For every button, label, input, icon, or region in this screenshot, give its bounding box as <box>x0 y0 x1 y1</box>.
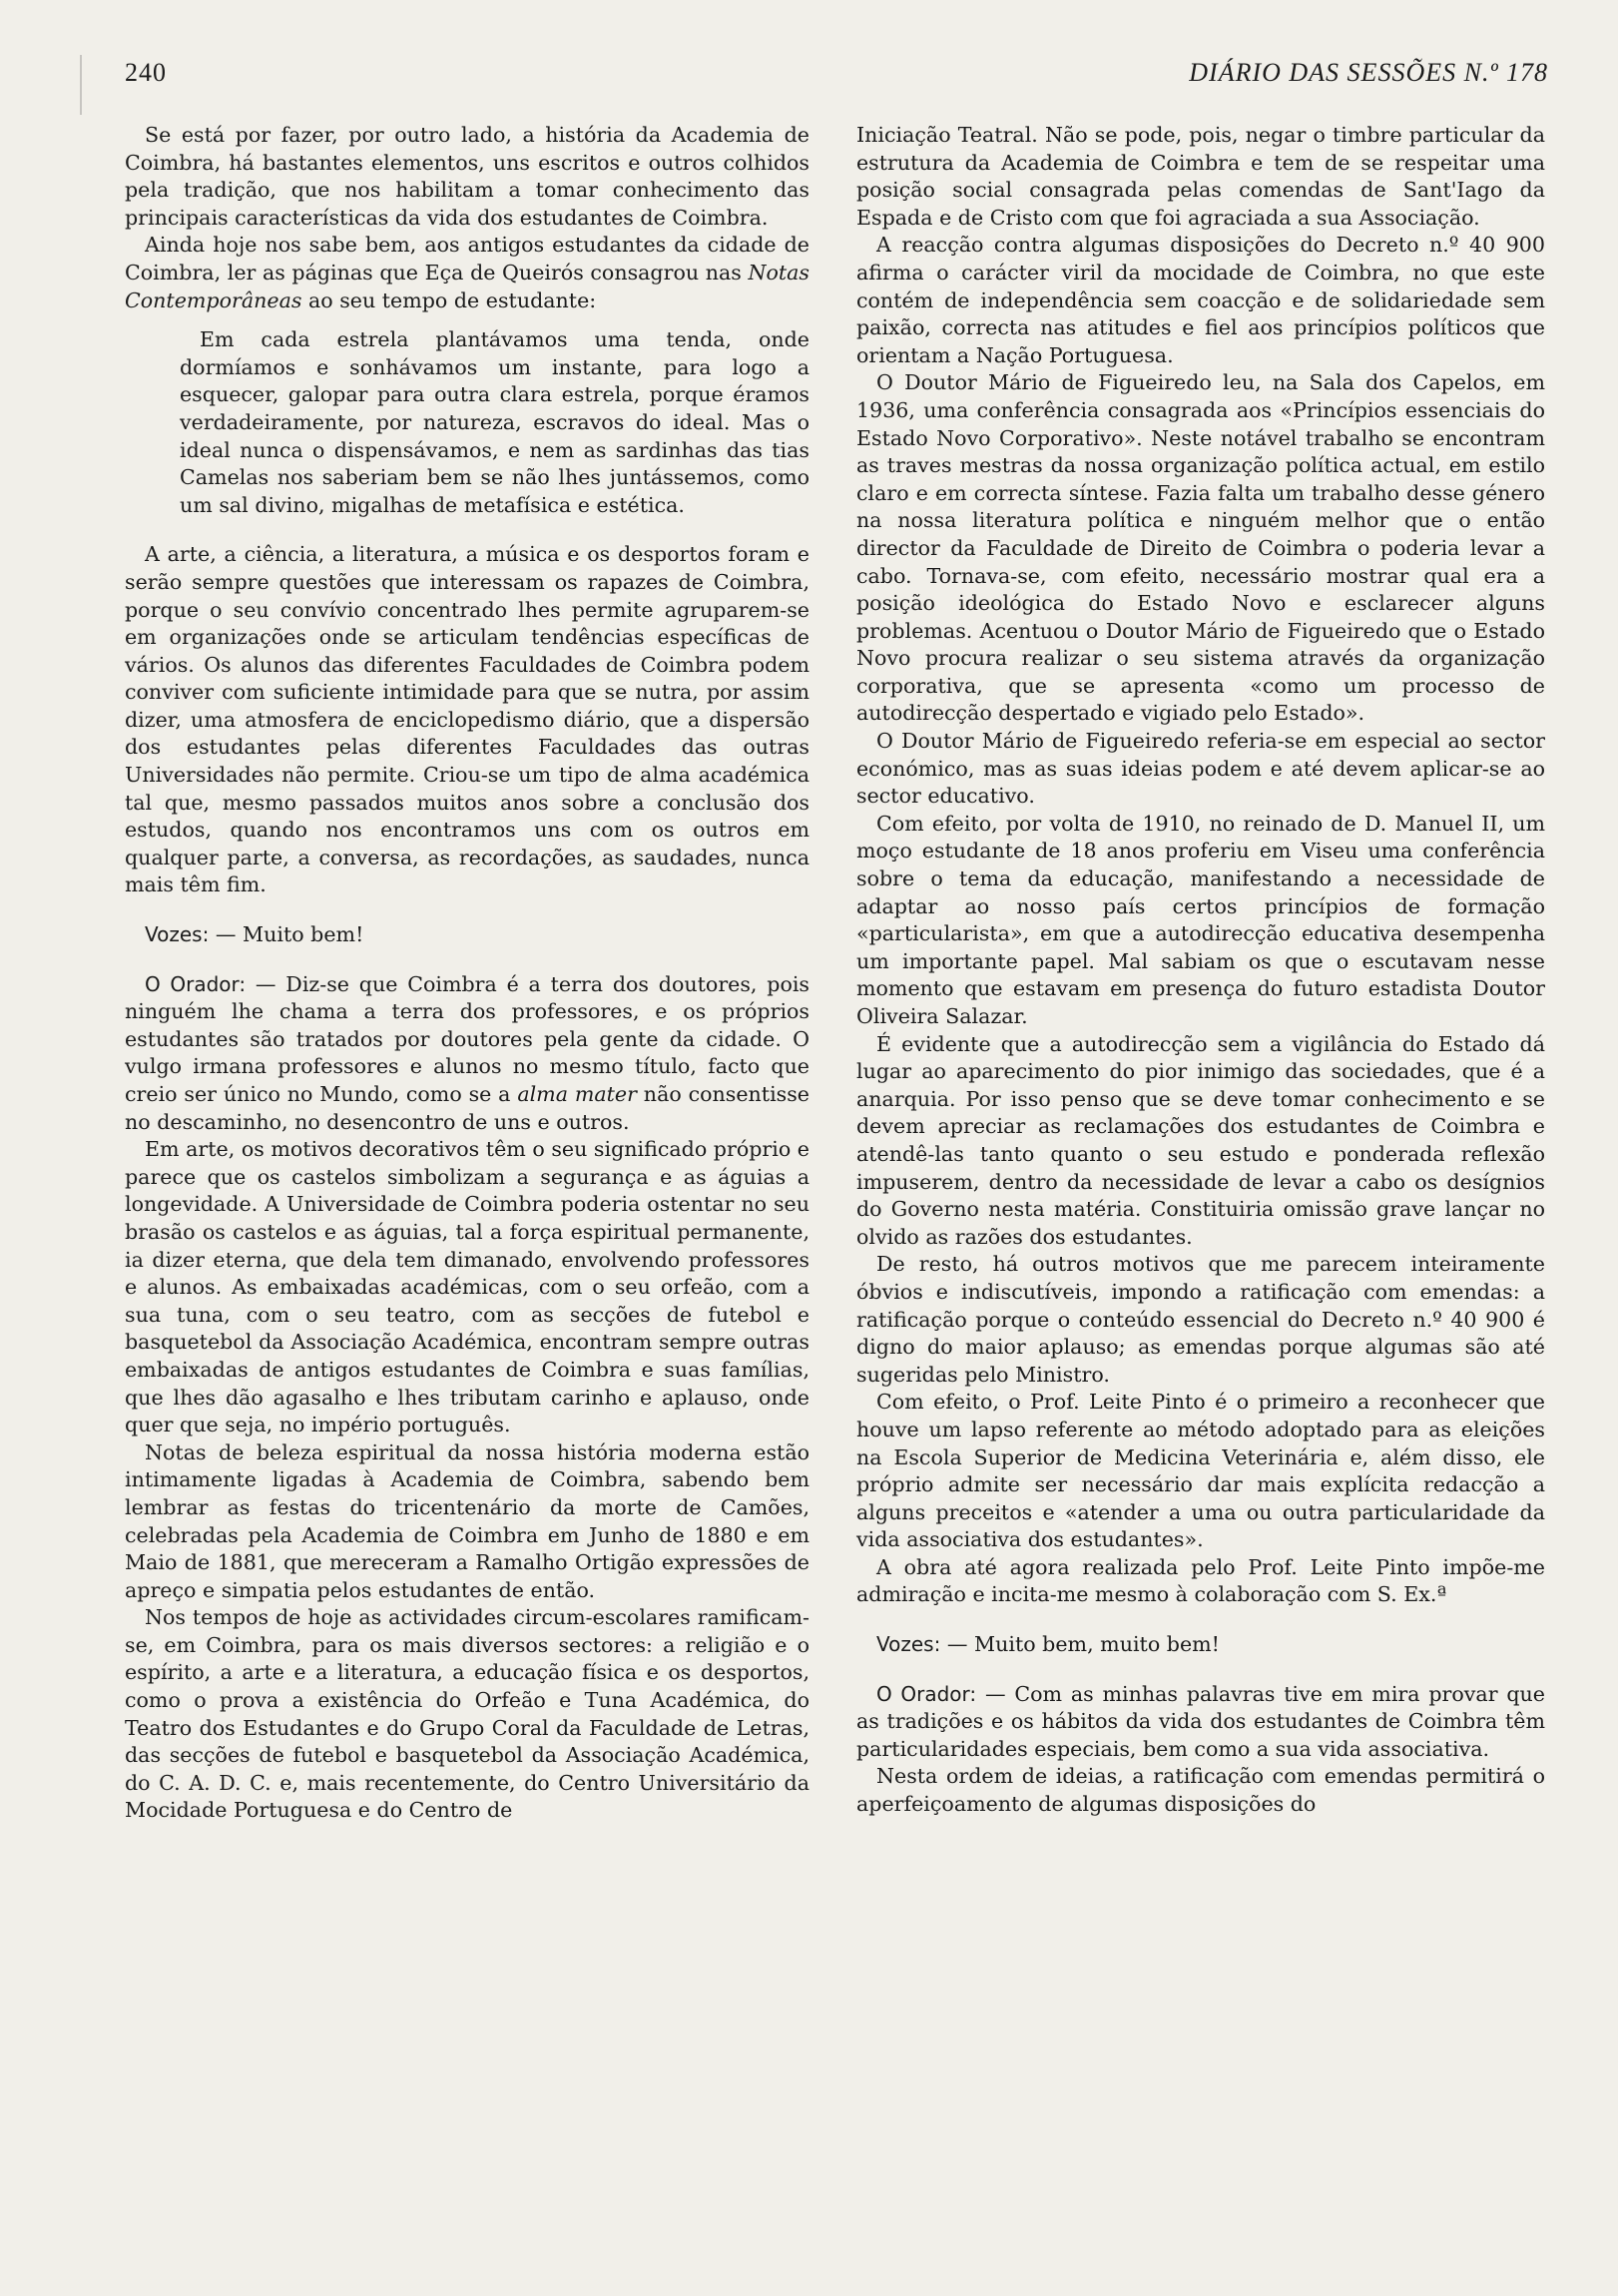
page-number: 240 <box>125 58 167 87</box>
speaker-label: O Orador: <box>876 1681 977 1706</box>
paragraph: O Doutor Mário de Figueiredo leu, na Sala dos Capelos, em 1936, uma conferência consagrada aos «Princípios essenciais do Estado Novo Corporativo». Neste notável trabalho se encontram as traves mestras da nossa organização política actual, em estilo claro e em correcta síntese. Fazia falta um trabalho desse género na nossa literatura política e ninguém melhor que o então director da Faculdade de Direito de Coimbra o poderia levar a cabo. Tornava-se, com efeito, necessário mostrar qual era a posição ideológica do Estado Novo e esclarecer alguns problemas. Acentuou o Doutor Mário de Figueiredo que o Estado Novo procura realizar o seu sistema através da organização corporativa, que se apresenta «como um processo de autodirecção despertado e vigiado pelo Estado». <box>856 370 1545 726</box>
latin-term: alma mater <box>517 1082 637 1106</box>
interjection: Vozes: — Muito bem, muito bem! <box>876 1632 1220 1657</box>
paragraph: A reacção contra algumas disposições do Decreto n.º 40 900 afirma o carácter viril da mocidade de Coimbra, no que este contém de independência sem coacção e de solidariedade sem paixão, correcta nas atitudes e fiel aos princípios políticos que orientam a Nação Portuguesa. <box>856 233 1545 367</box>
interjection: Vozes: — Muito bem! <box>145 922 364 947</box>
paragraph: O Doutor Mário de Figueiredo referia-se em especial ao sector económico, mas as suas ideias podem e até devem aplicar-se ao sector educativo. <box>856 729 1545 809</box>
paragraph: Com efeito, por volta de 1910, no reinado de D. Manuel II, um moço estudante de 18 anos proferiu em Viseu uma conferência sobre o tema da educação, manifestando a necessidade de adaptar ao nosso país certos princípios de formação «particularista», em que a autodirecção educativa desempenha um importante papel. Mal sabiam os que o escutavam nesse momento que estavam em presença do futuro estadista Doutor Oliveira Salazar. <box>856 811 1545 1028</box>
paragraph: Se está por fazer, por outro lado, a história da Academia de Coimbra, há bastantes elementos, uns escritos e outros colhidos pela tradição, que nos habilitam a tomar conhecimento das principais características da vida dos estudantes de Coimbra. <box>125 123 809 230</box>
speech-paragraph: O Orador: — Com as minhas palavras tive em mira provar que as tradições e os hábitos da vida dos estudantes de Coimbra têm particularidades especiais, bem como a sua vida associativa. <box>856 1681 1545 1761</box>
paragraph: É evidente que a autodirecção sem a vigilância do Estado dá lugar ao aparecimento do pior inimigo das sociedades, que é a anarquia. Por isso penso que se deve tomar conhecimento e se devem apreciar as reclamações dos estudantes de Coimbra e atendê-las tanto quanto o seu estudo e ponderada reflexão impuserem, dentro da necessidade de levar a cabo os desígnios do Governo nesta matéria. Constituiria omissão grave lançar no olvido as razões dos estudantes. <box>856 1031 1545 1249</box>
journal-title: DIÁRIO DAS SESSÕES N.º 178 <box>1189 58 1548 87</box>
speech-paragraph: O Orador: — Diz-se que Coimbra é a terra dos doutores, pois ninguém lhe chama a terra dos professores, e os próprios estudantes são tratados por doutores pela gente da cidade. O vulgo irmana professores e alunos no mesmo título, facto que creio ser único no Mundo, como se a alma mater não consentisse no descaminho, no desencontro de uns e outros. <box>125 971 809 1134</box>
paragraph: Iniciação Teatral. Não se pode, pois, negar o timbre particular da estrutura da Academia de Coimbra e tem de se respeitar uma posição social consagrada pelas comendas de Sant'Iago da Espada e de Cristo com que foi agraciada a sua Associação. <box>856 123 1545 230</box>
speaker-label: O Orador: <box>145 971 247 996</box>
paragraph: Com efeito, o Prof. Leite Pinto é o primeiro a reconhecer que houve um lapso referente ao método adoptado para as eleições na Escola Superior de Medicina Veterinária e, além disso, ele próprio admite ser necessário dar mais explícita redacção a alguns preceitos e «atender a uma ou outra particularidade da vida associativa dos estudantes». <box>856 1390 1545 1552</box>
paragraph: Nos tempos de hoje as actividades circum-escolares ramificam-se, em Coimbra, para os mais diversos sectores: a religião e o espírito, a arte e a literatura, a educação física e os desportos, como o prova a existência do Orfeão e Tuna Académica, do Teatro dos Estudantes e do Grupo Coral da Faculdade de Letras, das secções de futebol e basquetebol da Associação Académica, do C. A. D. C. e, mais recentemente, do Centro Universitário da Mocidade Portuguesa e do Centro de <box>125 1605 809 1823</box>
block-quote: Em cada estrela plantávamos uma tenda, onde dormíamos e sonhávamos um instante, para logo a esquecer, galopar para outra clara estrela, porque éramos verdadeiramente, por natureza, escravos do ideal. Mas o ideal nunca o dispensávamos, e nem as sardinhas das tias Camelas nos saberiam bem se não lhes juntássemos, como um sal divino, migalhas de metafísica e estética. <box>180 327 809 517</box>
paragraph: Notas de beleza espiritual da nossa história moderna estão intimamente ligadas à Academia de Coimbra, sabendo bem lembrar as festas do tricentenário da morte de Camões, celebradas pela Academia de Coimbra em Junho de 1880 e em Maio de 1881, que mereceram a Ramalho Ortigão expressões de apreço e simpatia pelos estudantes de então. <box>125 1439 809 1602</box>
book-title: Notas Contemporâneas <box>125 260 809 312</box>
paragraph: A obra até agora realizada pelo Prof. Leite Pinto impõe-me admiração e incita-me mesmo à colaboração com S. Ex.ª <box>856 1554 1545 1607</box>
speaker-label: Vozes: <box>876 1632 941 1657</box>
paragraph: Nesta ordem de ideias, a ratificação com emendas permitirá o aperfeiçoamento de algumas disposições do <box>856 1764 1545 1817</box>
speaker-label: Vozes: <box>145 922 210 947</box>
paragraph: Ainda hoje nos sabe bem, aos antigos estudantes da cidade de Coimbra, ler as páginas que Eça de Queirós consagrou nas Notas Contemporâneas ao seu tempo de estudante: <box>125 233 809 312</box>
paragraph: De resto, há outros motivos que me parecem inteiramente óbvios e indiscutíveis, impondo a ratificação com emendas: a ratificação porque o conteúdo essencial do Decreto n.º 40 900 é digno do maior aplauso; as emendas porque algumas são até sugeridas pelo Ministro. <box>856 1252 1545 1387</box>
paragraph: A arte, a ciência, a literatura, a música e os desportos foram e serão sempre questões que interessam os rapazes de Coimbra, porque o seu convívio concentrado lhes permite agruparem-se em organizações onde se articulam tendências específicas de vários. Os alunos das diferentes Faculdades de Coimbra podem conviver com suficiente intimidade para que se nutra, por assim dizer, uma atmosfera de enciclopedismo diário, que a dispersão dos estudantes pelas diferentes Faculdades das outras Universidades não permite. Criou-se um tipo de alma académica tal que, mesmo passados muitos anos sobre a conclusão dos estudos, quando nos encontramos uns com os outros em qualquer parte, a conversa, as recordações, as saudades, nunca mais têm fim. <box>125 542 809 897</box>
margin-scan-mark <box>80 55 90 115</box>
right-column <box>856 122 1545 1819</box>
paragraph: Em arte, os motivos decorativos têm o seu significado próprio e parece que os castelos simbolizam a segurança e as águias a longevidade. A Universidade de Coimbra poderia ostentar no seu brasão os castelos e as águias, tal a força espiritual permanente, ia dizer eterna, que dela tem dimanado, envolvendo professores e alunos. As embaixadas académicas, com o seu orfeão, com a sua tuna, com o seu teatro, com as secções de futebol e basquetebol da Associação Académica, encontram sempre outras embaixadas de antigos estudantes de Coimbra e suas famílias, que lhes dão agasalho e lhes tributam carinho e aplauso, onde quer que seja, no império português. <box>125 1137 809 1437</box>
left-column <box>125 122 809 1825</box>
page-header <box>125 58 1548 98</box>
